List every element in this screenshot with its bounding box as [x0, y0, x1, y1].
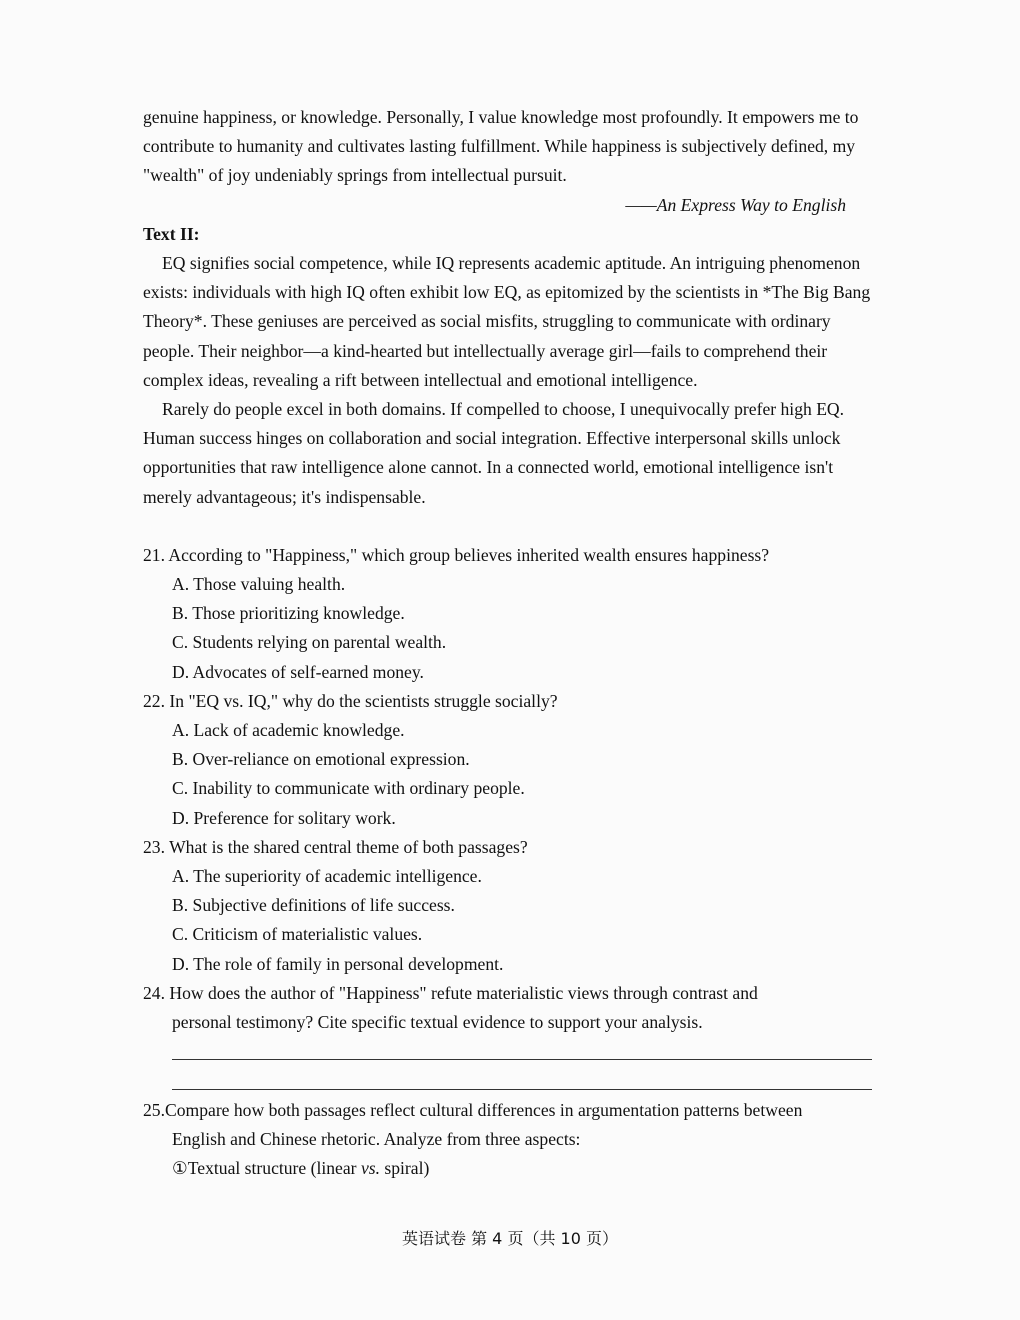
text2-paragraph-1: EQ signifies social competence, while IQ represents academic aptitude. An intriguing phenomenon exists: individuals with high IQ often exhibit low EQ, as epitomized by the scientists in *The Big Bang Theory*. These geniuses are perceived as social misfits, struggling to communicate with ordinary people. Their neighbor—a kind-hearted but intellectually average girl—fails to comprehend their complex ideas, revealing a rift between intellectual and emotional intelligence.: [143, 253, 871, 390]
answer-line-slot-1: [143, 1037, 878, 1066]
option-b: B. Those prioritizing knowledge.: [172, 603, 405, 624]
option-c: C. Inability to communicate with ordinary people.: [172, 778, 525, 799]
question-24-line-1: 24. How does the author of "Happiness" refute materialistic views through contrast and: [143, 982, 758, 1003]
question-24-line-2: personal testimony? Cite specific textual evidence to support your analysis.: [172, 1012, 703, 1033]
answer-line-slot-2: [143, 1066, 878, 1095]
text1-source: ——An Express Way to English: [625, 194, 846, 215]
question-24: [143, 979, 878, 1096]
option-b: B. Subjective definitions of life success.: [172, 895, 455, 916]
option-b: B. Over-reliance on emotional expression.: [172, 749, 470, 770]
page-content: [143, 103, 878, 1183]
text2-paragraph-2: Rarely do people excel in both domains. If compelled to choose, I unequivocally prefer high EQ. Human success hinges on collaboration and social integration. Effective interpersonal skills unlock opportunities that raw intelligence alone cannot. In a connected world, emotional intelligence isn't merely advantageous; it's indispensable.: [143, 399, 845, 507]
answer-line[interactable]: [172, 1059, 872, 1060]
text2-heading: Text II:: [143, 223, 200, 244]
answer-line[interactable]: [172, 1089, 872, 1090]
option-a: A. Lack of academic knowledge.: [172, 720, 405, 741]
question-25-line-2: English and Chinese rhetoric. Analyze from three aspects:: [172, 1128, 581, 1149]
aspect-1-prefix: ①Textual structure (linear: [172, 1158, 361, 1179]
option-d: D. The role of family in personal development.: [172, 953, 504, 974]
aspect-1-suffix: spiral): [380, 1158, 430, 1179]
question-stem: 23. What is the shared central theme of both passages?: [143, 836, 528, 857]
question-25-aspect-1: [143, 1154, 878, 1183]
page-footer: 英语试卷 第 4 页（共 10 页）: [402, 1229, 618, 1248]
text1-tail-paragraph: genuine happiness, or knowledge. Personally, I value knowledge most profoundly. It empowers me to contribute to humanity and cultivates lasting fulfillment. While happiness is subjectively defined, my "wealth" of joy undeniably springs from intellectual pursuit.: [143, 107, 859, 186]
question-25-line-1: 25.Compare how both passages reflect cultural differences in argumentation patterns between: [143, 1099, 803, 1120]
option-d: D. Preference for solitary work.: [172, 807, 396, 828]
question-stem: 22. In "EQ vs. IQ," why do the scientists struggle socially?: [143, 690, 558, 711]
option-c: C. Criticism of materialistic values.: [172, 924, 423, 945]
option-c: C. Students relying on parental wealth.: [172, 632, 447, 653]
question-25: [143, 1096, 878, 1184]
question-21: [143, 541, 878, 687]
question-22: [143, 687, 878, 833]
question-23: [143, 833, 878, 979]
aspect-1-vs: vs.: [360, 1158, 380, 1179]
option-d: D. Advocates of self-earned money.: [172, 661, 424, 682]
question-stem: 21. According to "Happiness," which group believes inherited wealth ensures happiness?: [143, 544, 770, 565]
option-a: A. The superiority of academic intelligence.: [172, 866, 482, 887]
option-a: A. Those valuing health.: [172, 574, 346, 595]
section-gap: [143, 512, 878, 541]
